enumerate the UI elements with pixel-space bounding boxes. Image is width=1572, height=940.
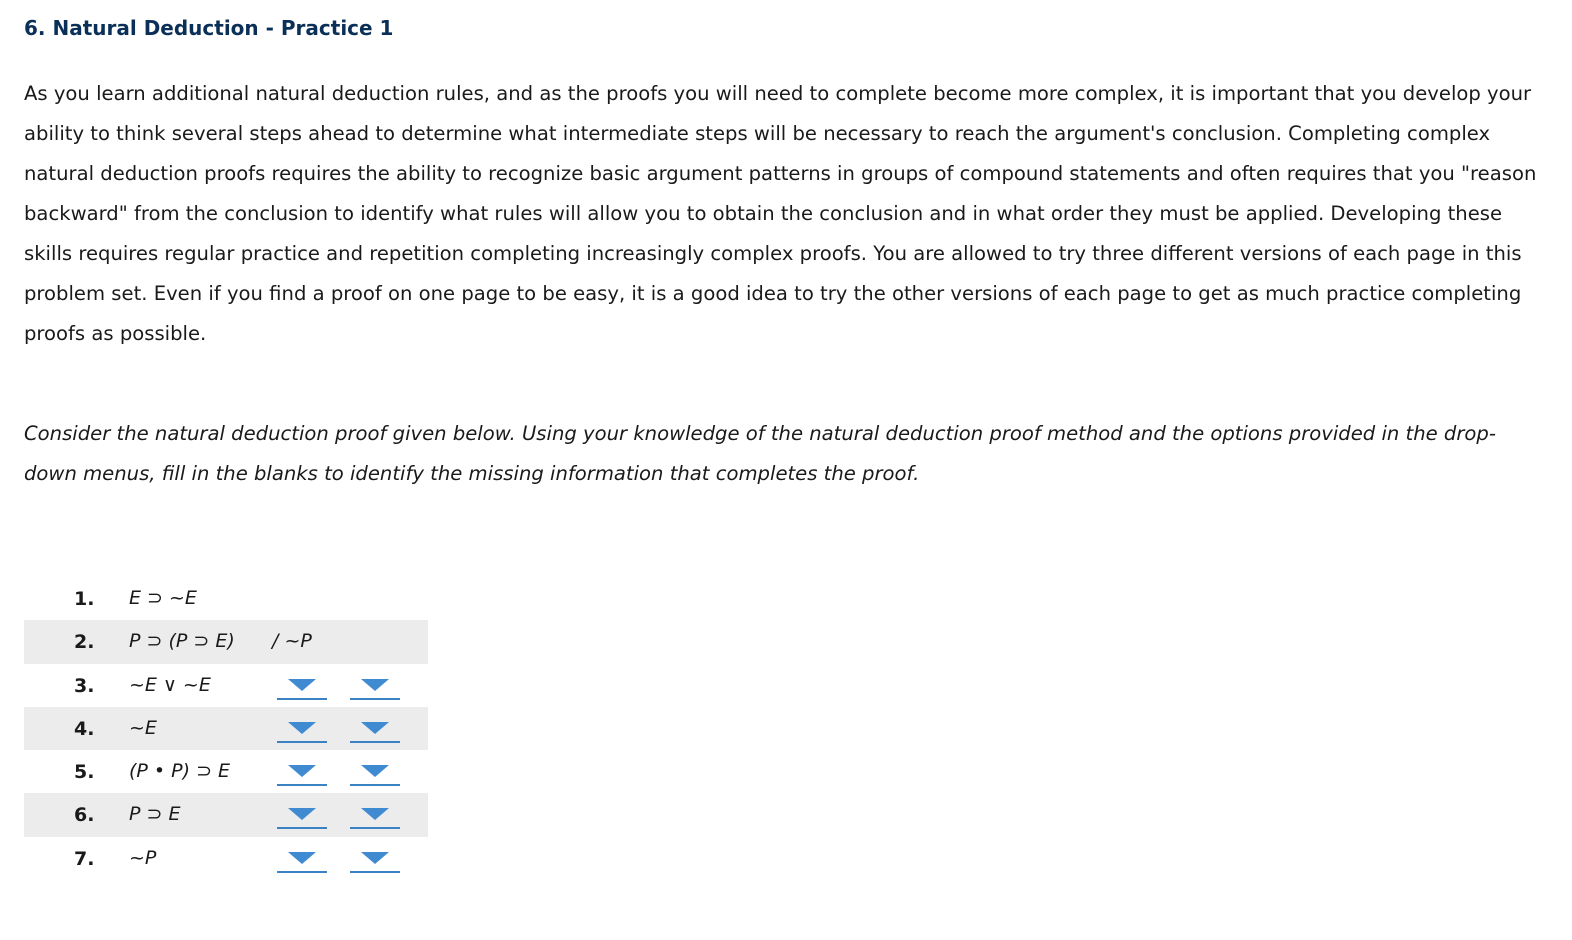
proof-row-7 bbox=[24, 837, 428, 880]
intro-line: proofs as possible. bbox=[24, 322, 207, 345]
proof-row-2 bbox=[24, 620, 428, 663]
conclusion-label: / ~P bbox=[272, 630, 312, 653]
derived-formula: P ⊃ E bbox=[129, 803, 181, 826]
line-number: 4. bbox=[74, 717, 95, 740]
line-reference-dropdown[interactable] bbox=[277, 756, 327, 786]
rule-dropdown[interactable] bbox=[350, 756, 400, 786]
line-reference-dropdown[interactable] bbox=[277, 843, 327, 873]
proof-row-1 bbox=[24, 577, 428, 620]
caret-down-icon bbox=[288, 808, 316, 820]
intro-line: backward" from the conclusion to identify what rules will allow you to obtain the conclusion and in what order they must be applied. Developing these bbox=[24, 202, 1503, 225]
derived-formula: ~P bbox=[129, 846, 157, 869]
rule-dropdown[interactable] bbox=[350, 799, 400, 829]
instruction-line: down menus, fill in the blanks to identify the missing information that completes the proof. bbox=[24, 462, 920, 485]
caret-down-icon bbox=[361, 722, 389, 734]
intro-line: ability to think several steps ahead to determine what intermediate steps will be necessary to reach the argument's conclusion. Completing complex bbox=[24, 122, 1491, 145]
intro-line: problem set. Even if you find a proof on one page to be easy, it is a good idea to try the other versions of each page to get as much practice completing bbox=[24, 282, 1522, 305]
proof-row-3 bbox=[24, 664, 428, 707]
line-number: 6. bbox=[74, 804, 95, 827]
caret-down-icon bbox=[288, 679, 316, 691]
line-number: 1. bbox=[74, 588, 95, 610]
instruction-line: Consider the natural deduction proof given below. Using your knowledge of the natural deduction proof method and the options provided in the drop- bbox=[24, 422, 1496, 445]
line-number: 3. bbox=[74, 674, 95, 697]
line-reference-dropdown[interactable] bbox=[277, 713, 327, 743]
rule-dropdown[interactable] bbox=[350, 670, 400, 700]
proof-table bbox=[24, 577, 428, 880]
premise-formula: P ⊃ (P ⊃ E) bbox=[129, 630, 235, 653]
line-number: 7. bbox=[74, 847, 95, 870]
intro-paragraph bbox=[24, 74, 1572, 354]
line-reference-dropdown[interactable] bbox=[277, 670, 327, 700]
derived-formula: ~E bbox=[129, 716, 157, 739]
line-number: 2. bbox=[74, 631, 95, 654]
derived-formula: ~E ∨ ~E bbox=[129, 673, 211, 696]
proof-row-6 bbox=[24, 793, 428, 836]
rule-dropdown[interactable] bbox=[350, 713, 400, 743]
page-title: 6. Natural Deduction - Practice 1 bbox=[24, 16, 394, 40]
proof-row-4 bbox=[24, 707, 428, 750]
caret-down-icon bbox=[288, 765, 316, 777]
line-number: 5. bbox=[74, 761, 95, 784]
rule-dropdown[interactable] bbox=[350, 843, 400, 873]
intro-line: natural deduction proofs requires the ability to recognize basic argument patterns in groups of compound statements and often requires that you "reason bbox=[24, 162, 1537, 185]
premise-formula: E ⊃ ~E bbox=[129, 587, 197, 609]
intro-line: skills requires regular practice and repetition completing increasingly complex proofs. You are allowed to try three different versions of each page in this bbox=[24, 242, 1522, 265]
derived-formula: (P • P) ⊃ E bbox=[129, 760, 231, 783]
line-reference-dropdown[interactable] bbox=[277, 799, 327, 829]
instructions-paragraph bbox=[24, 414, 1554, 494]
caret-down-icon bbox=[288, 852, 316, 864]
caret-down-icon bbox=[288, 722, 316, 734]
caret-down-icon bbox=[361, 679, 389, 691]
caret-down-icon bbox=[361, 765, 389, 777]
caret-down-icon bbox=[361, 852, 389, 864]
intro-line: As you learn additional natural deduction rules, and as the proofs you will need to complete become more complex, it is important that you develop your bbox=[24, 82, 1532, 105]
proof-row-5 bbox=[24, 750, 428, 793]
caret-down-icon bbox=[361, 808, 389, 820]
